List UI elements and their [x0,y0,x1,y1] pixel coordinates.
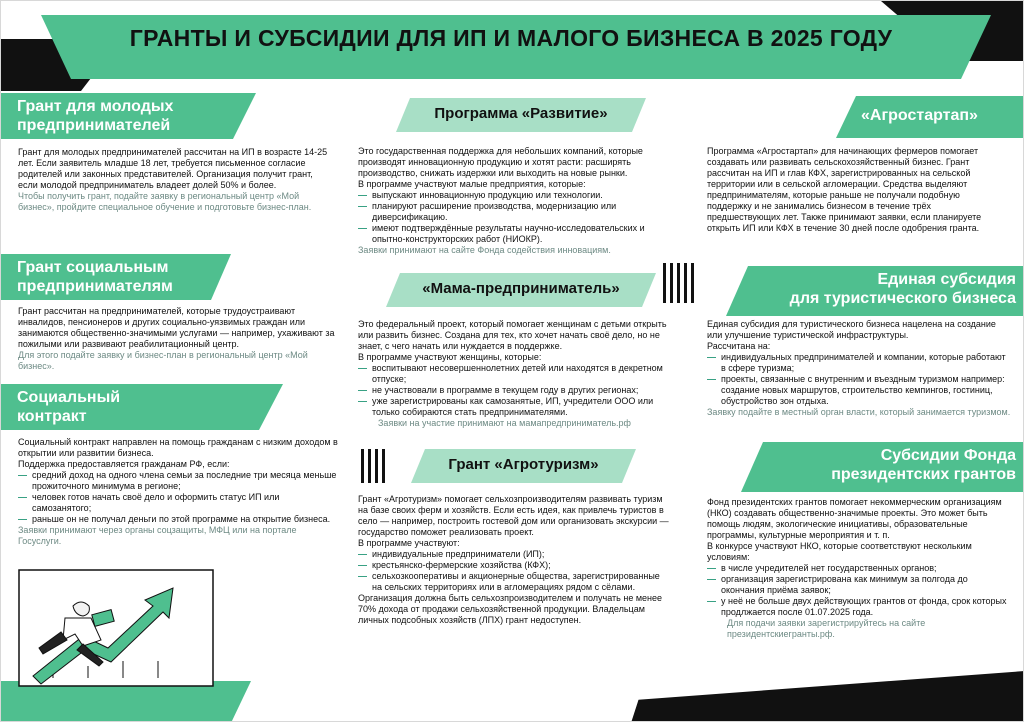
agrotourism-item: — сельхозкооперативы и акционерные общества, зарегистрированные на сельских территориях или в агломерациях рядом с сёлами. [358,571,670,593]
mama-heading: «Мама-предприниматель» [422,280,620,297]
social-body-block [18,306,338,372]
contract-note: Заявки принимают через органы соцзащиты, МФЦ или на портале Госуслуги. [18,525,297,546]
presidential-body-block [707,497,1012,640]
young-body-block [18,147,333,213]
presidential-item: — организация зарегистрирована как минимум за полгода до окончания приёма заявок; [707,574,1012,596]
mama-item: — воспитывают несовершеннолетних детей или находятся в декретном отпуске; [358,363,678,385]
presidential-item: — у неё не больше двух действующих грантов от фонда, срок которых продлжается после 01.07.2025 года. [707,596,1012,618]
agrotourism-body-block [358,494,670,626]
contract-item: — средний доход на одного члена семьи за последние три месяца меньше прожиточного минимума в регионе; [18,470,337,491]
mama-item-text: уже зарегистрированы как самозанятые, ИП, учредители ООО или только собираются стать предпринимателями. [372,396,654,417]
contract-item-text: раньше он не получал деньги по этой программе на открытие бизнеса. [32,514,331,524]
social-note: Для этого подайте заявку и бизнес-план в региональный центр «Мой бизнес». [18,350,308,371]
mama-item: — не участвовали в программе в текущем году в других регионах; [358,385,639,395]
razvitie-item: — планируют расширение производства, модернизацию или диверсификацию. [358,201,678,223]
tourism-note: Заявку подайте в местный орган власти, который занимается туризмом. [707,407,1011,417]
tourism-body-block [707,319,1012,418]
razvitie-heading: Программа «Развитие» [434,105,608,122]
razvitie-body-block [358,146,678,256]
razvitie-item: — имеют подтверждённые результаты научно-исследовательских и опытно-конструкторских работ (НИОКР). [358,223,678,245]
tourism-heading-line2: для туристического бизнеса [789,290,1016,307]
young-heading [17,97,247,135]
contract-item-text: человек готов начать своё дело и оформить статус ИП или самозанятого; [32,492,280,513]
mama-item: — уже зарегистрированы как самозанятые, ИП, учредители ООО или только собираются стать предпринимателями. [358,396,678,418]
contract-heading [17,388,247,426]
presidential-item-text: у неё не больше двух действующих грантов от фонда, срок которых продлжается после 01.07.2025 года. [721,596,1007,617]
agrotourism-lead: В программе участвуют: [358,538,460,548]
tourism-heading-line1: Единая субсидия [877,271,1016,288]
contract-lead: Поддержка предоставляется гражданам РФ, если: [18,459,230,469]
razvitie-intro: Это государственная поддержка для небольших компаний, которые производят инновационную продукцию и хотят расти: расширять производство, снижать издержки или выходить на новые рынки. [358,146,643,178]
contract-heading-line2: контракт [17,408,87,425]
young-note: Чтобы получить грант, подайте заявку в региональный центр «Мой бизнес», пройдите специальное обучение и подготовьте бизнес-план. [18,191,312,212]
presidential-heading-line2: президентских грантов [831,466,1016,483]
presidential-note: Для подачи заявки зарегистрируйтесь на сайте президентскиегранты.рф. [727,618,926,639]
razvitie-item: — выпускают инновационную продукцию или технологии. [358,190,603,200]
contract-item-text: средний доход на одного члена семьи за последние три месяца меньше прожиточного минимума в регионе; [32,470,337,491]
agrotourism-heading: Грант «Агротуризм» [448,456,599,473]
young-heading-line1: Грант для молодых [17,98,174,115]
presidential-item-text: в числе учредителей нет государственных органов; [721,563,937,573]
decor-stripes [663,263,694,303]
businessman-illustration [13,566,218,691]
razvitie-item-text: имеют подтверждённые результаты научно-исследовательских и опытно-конструкторских работ (НИОКР). [372,223,645,244]
razvitie-item-text: выпускают инновационную продукцию или технологии. [372,190,603,200]
social-heading-line1: Грант социальным [17,259,169,276]
agrotourism-item-text: сельхозкооперативы и акционерные общества, зарегистрированные на сельских территориях или в агломерациях рядом с сёлами. [372,571,660,592]
tourism-lead: Рассчитана на: [707,341,771,351]
tourism-item: — проекты, связанные с внутренним и въездным туризмом например: создание новых маршрутов, строительство кемпингов, гостиниц, обустройство зон отдыха. [707,374,1012,407]
agrotourism-outro: Организация должна быть сельхозпроизводителем и получать не менее 70% дохода от продажи сельхозяйственной продукции. Владельцам личных подсобных хозяйств (ЛПХ) грант недоступен. [358,593,662,625]
social-body: Грант рассчитан на предпринимателей, которые трудоустраивают инвалидов, пенсионеров и других социально-уязвимых граждан или занимаются общественно-значимыми услугами — например, ухаживают за пожилыми или развивают реабилитационный центр. [18,306,335,349]
contract-item: — человек готов начать своё дело и оформить статус ИП или самозанятого; [18,492,338,514]
contract-item: — раньше он не получал деньги по этой программе на открытие бизнеса. [18,514,331,524]
mama-note: Заявки на участие принимают на мамапредприниматель.рф [378,418,631,428]
social-heading-line2: предпринимателям [17,278,173,295]
presidential-item-text: организация зарегистрирована как минимум за полгода до окончания приёма заявок; [721,574,968,595]
tourism-item-text: проекты, связанные с внутренним и въездным туризмом например: создание новых маршрутов, строительство кемпингов, гостиниц, обустройство зон отдыха. [721,374,1005,406]
presidential-item: — в числе учредителей нет государственных органов; [707,563,937,573]
mama-intro: Это федеральный проект, который помогает женщинам с детьми открыть или развить бизнес. Создана для тех, кто хочет начать своё дело, но не знает, с чего начать или нуждается в поддержке. [358,319,667,351]
agrostart-heading: «Агростартап» [861,107,978,124]
tourism-heading [746,270,1016,308]
tourism-item: — индивидуальных предпринимателей и компании, которые работают в сфере туризма; [707,352,1012,374]
agrostart-body-block [707,146,1007,234]
tourism-intro: Единая субсидия для туристического бизнеса нацелена на создание или улучшение туристической инфраструктуры. [707,319,996,340]
agrotourism-item: — крестьянско-фермерские хозяйства (КФХ); [358,560,551,570]
young-heading-line2: предпринимателей [17,117,171,134]
contract-intro: Социальный контракт направлен на помощь гражданам с низким доходом в открытии или развитии бизнеса. [18,437,338,458]
contract-body-block [18,437,338,547]
presidential-lead: В конкурсе участвуют НКО, которые соответствуют нескольким условиям: [707,541,972,562]
tourism-item-text: индивидуальных предпринимателей и компании, которые работают в сфере туризма; [721,352,1006,373]
mama-item-text: не участвовали в программе в текущем году в других регионах; [372,385,639,395]
razvitie-item-text: планируют расширение производства, модернизацию или диверсификацию. [372,201,617,222]
contract-heading-line1: Социальный [17,389,121,406]
agrotourism-item: — индивидуальные предприниматели (ИП); [358,549,545,559]
presidential-heading-line1: Субсидии Фонда [880,447,1016,464]
razvitie-note: Заявки принимают на сайте Фонда содействия инновациям. [358,245,611,255]
decor-stripes [361,449,385,483]
agrotourism-item-text: крестьянско-фермерские хозяйства (КФХ); [372,560,551,570]
mama-body-block [358,319,678,429]
page-title: ГРАНТЫ И СУБСИДИИ ДЛЯ ИП И МАЛОГО БИЗНЕСА В 2025 ГОДУ [129,25,893,51]
mama-lead: В программе участвуют женщины, которые: [358,352,542,362]
agrotourism-intro: Грант «Агротуризм» помогает сельхозпроизводителям развивать туризм на базе своих ферм и хозяйств. Если есть идея, как привлечь туристов в село — например, построить гостевой дом или организовать экскурсии — государство поможет реализовать проект. [358,494,669,537]
razvitie-lead: В программе участвуют малые предприятия, которые: [358,179,586,189]
presidential-intro: Фонд президентских грантов помогает некоммерческим организациям (НКО) создавать общественно-значимые проекты. Это может быть помощь людям, экологические инициативы, образовательные программы, культурные мероприятия и т. п. [707,497,1002,540]
presidential-heading [761,446,1016,484]
young-body: Грант для молодых предпринимателей рассчитан на ИП в возрасте 14-25 лет. Если заявитель младше 18 лет, требуется письменное согласие родителей или законных представителей. Организация получит грант, если молодой предприниматель владеет долей 50% и более. [18,147,328,190]
agrostart-body: Программа «Агростартап» для начинающих фермеров помогает создавать или развивать сельскохозяйственный бизнес. Грант рассчитан на ИП и глав КФХ, зарегистрированных на сельской территории или в сельской агломерации. Средства выделяют предпринимателям, которые раньше не получали подобную поддержку и не занимались бизнесом в течение трёх предшествующих лет. Также принимают заявки, если планируете открыть ИП или КФХ в течение 30 дней после одобрения гранта. [707,146,982,233]
mama-item-text: воспитывают несовершеннолетних детей или находятся в декретном отпуске; [372,363,663,384]
social-heading [17,258,227,296]
agrotourism-item-text: индивидуальные предприниматели (ИП); [372,549,545,559]
